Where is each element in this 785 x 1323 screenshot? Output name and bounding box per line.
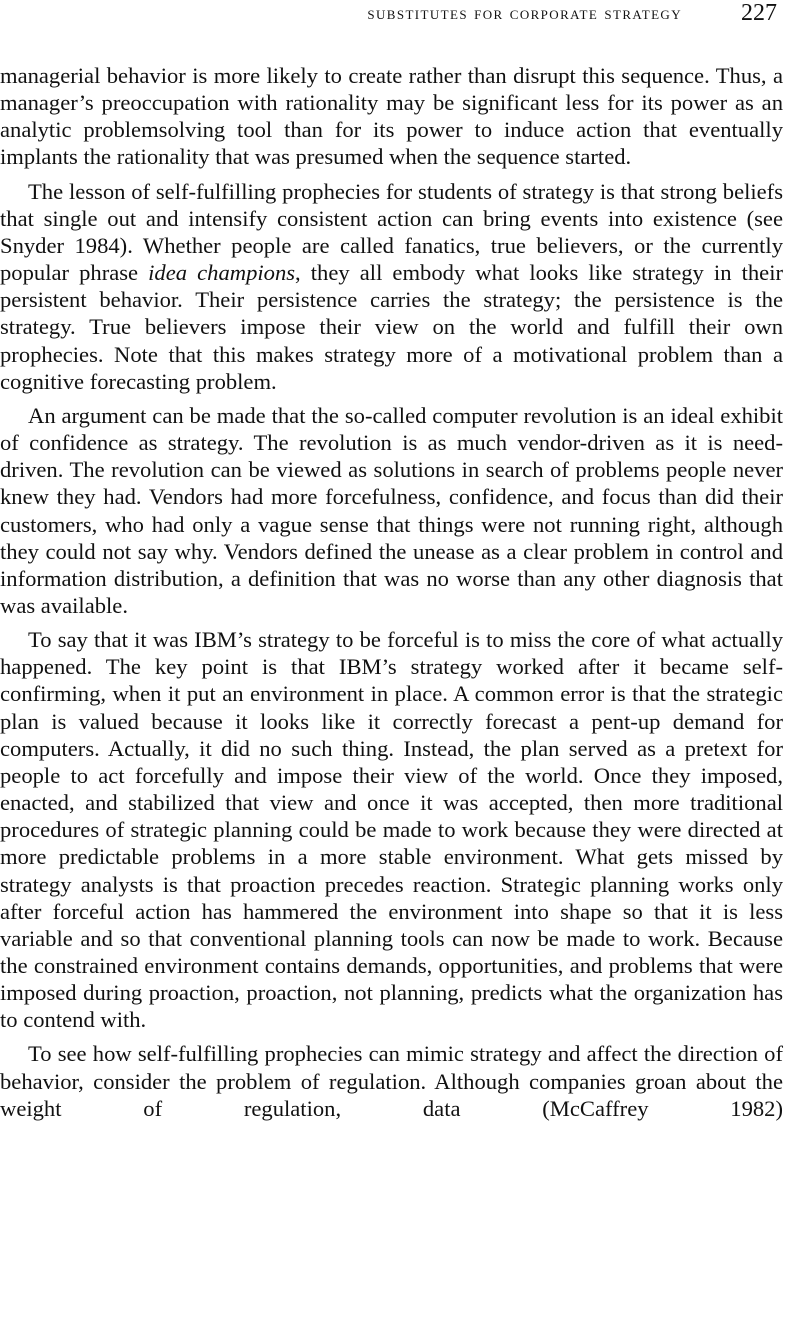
page-number: 227 <box>741 0 777 26</box>
body-text <box>0 62 783 1122</box>
paragraph-5: To see how self-fulfilling prophecies can mimic strategy and affect the direction of behavior, consider the problem of regulation. Although companies groan about the weight of regulation, data (McCaffrey 1982) <box>0 1041 783 1121</box>
paragraph-2 <box>0 178 783 395</box>
paragraph-2-text-before: The lesson of self-fulfilling prophecies for students of strategy is that strong beliefs that single out and intensify consistent action can bring events into existence (see Snyder 1984). Whether people are called fanatics, true believers, or the currently popular phrase <box>0 178 783 286</box>
running-head <box>0 0 785 28</box>
paragraph-1: managerial behavior is more likely to create rather than disrupt this sequence. Thus, a manager’s preoccupation with rationality may be significant less for its power as an analytic problemsolving tool than for its power to induce action that eventually implants the rationality that was presumed when the sequence started. <box>0 63 783 170</box>
emphasis-idea-champions: idea champions <box>148 260 296 286</box>
paragraph-4: To say that it was IBM’s strategy to be forceful is to miss the core of what actually happened. The key point is that IBM’s strategy worked after it became self-confirming, when it put an environment in place. A common error is that the strategic plan is valued because it looks like it correctly forecast a pent-up demand for computers. Actually, it did no such thing. Instead, the plan served as a pretext for people to act forcefully and impose their view of the world. Once they imposed, enacted, and stabilized that view and once it was accepted, then more traditional procedures of strategic planning could be made to work because they were directed at more predictable problems in a more stable environment. What gets missed by strategy analysts is that proaction precedes reaction. Strategic planning works only after forceful action has hammered the environment into shape so that it is less variable and so that conventional planning tools can now be made to work. Because the constrained environment contains demands, opportunities, and problems that were imposed during proaction, proaction, not planning, predicts what the organization has to contend with. <box>0 627 783 1033</box>
running-title: substitutes for corporate strategy <box>367 3 682 24</box>
paragraph-2-text-after: , they all embody what looks like strategy in their persistent behavior. Their persistence carries the strategy; the persistence is the strategy. True believers impose their view on the world and fulfill their own prophecies. Note that this makes strategy more of a motivational problem than a cognitive forecasting problem. <box>0 260 783 394</box>
paragraph-3: An argument can be made that the so-called computer revolution is an ideal exhibit of confidence as strategy. The revolution is as much vendor-driven as it is need-driven. The revolution can be viewed as solutions in search of problems people never knew they had. Vendors had more forcefulness, confidence, and focus than did their customers, who had only a vague sense that things were not running right, although they could not say why. Vendors defined the unease as a clear problem in control and information distribution, a definition that was no worse than any other diagnosis that was available. <box>0 402 783 618</box>
